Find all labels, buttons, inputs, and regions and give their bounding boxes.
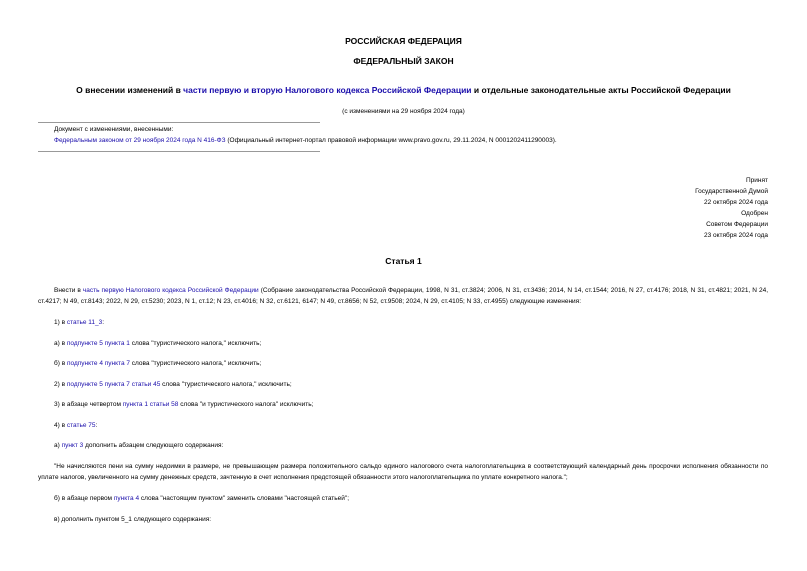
item-suffix: дополнить абзацем следующего содержания: [83, 442, 224, 449]
list-item [54, 399, 313, 410]
list-item [54, 358, 261, 369]
changes-block [54, 124, 774, 146]
intro-prefix: Внести в [54, 287, 83, 294]
federation-council-date: 23 октября 2024 года [703, 232, 768, 239]
item-prefix: б) в абзаце первом [54, 495, 114, 502]
changes-source: (Официальный интернет-портал правовой информации www.pravo.gov.ru, 29.11.2024, N 0001202411290003). [225, 137, 557, 144]
item-prefix: 3) в абзаце четвертом [54, 401, 123, 408]
country-heading: РОССИЙСКАЯ ФЕДЕРАЦИЯ [345, 36, 462, 46]
item-suffix: : [95, 422, 98, 429]
item-link[interactable]: пункт 3 [61, 442, 84, 449]
item-prefix: в) дополнить пунктом 5_1 следующего содержания: [54, 516, 212, 523]
tax-code-link[interactable]: части первую и вторую Налогового кодекса Российской Федерации [183, 85, 472, 95]
list-item [54, 440, 223, 451]
federation-council-label: Советом Федерации [706, 221, 768, 228]
changes-label: Документ с изменениями, внесенными: [54, 126, 174, 133]
law-title [0, 85, 807, 96]
item-prefix: 1) в [54, 319, 67, 326]
list-item [54, 514, 211, 525]
item-link[interactable]: статье 75 [66, 422, 96, 429]
item-prefix: 2) в [54, 381, 67, 388]
item-prefix: б) в [54, 360, 67, 367]
item-suffix: слова "и туристического налога" исключить; [178, 401, 314, 408]
list-item [54, 493, 349, 504]
tax-code-part-one-link[interactable]: часть первую Налогового кодекса Российской Федерации [82, 287, 259, 294]
item-link[interactable]: подпункте 5 пункта 1 [66, 340, 130, 347]
article-heading: Статья 1 [385, 256, 422, 266]
changes-line [54, 135, 774, 146]
item-link[interactable]: статье 11_3 [66, 319, 103, 326]
list-item [54, 379, 292, 390]
amending-law-link[interactable]: Федеральным законом от 29 ноября 2024 года N 416-ФЗ [54, 137, 226, 144]
item-suffix: слова "туристического налога," исключить; [129, 360, 262, 367]
item-prefix: а) в [54, 340, 67, 347]
item-link[interactable]: подпункте 4 пункта 7 [66, 360, 130, 367]
item-suffix: : [102, 319, 105, 326]
duma-label: Государственной Думой [695, 188, 768, 195]
item-link[interactable]: пункта 4 [113, 495, 140, 502]
approved-label: Одобрен [741, 210, 768, 217]
quoted-paragraph: "Не начисляются пени на сумму недоимки в размере, не превышающем размера положительного сальдо единого налогового счета налогоплательщика в соответствующий календарный день просрочки исполнения обязанности по уплате налогов, увеличенного на сумму денежных средств, зачтенную в счет исполнения предстоящей обязанности этого налогоплательщика по уплате конкретного налога."; [38, 463, 768, 481]
duma-date: 22 октября 2024 года [703, 199, 768, 206]
amendments-note: (с изменениями на 29 ноября 2024 года) [342, 108, 465, 115]
item-link[interactable]: подпункте 5 пункта 7 статьи 45 [66, 381, 161, 388]
law-title-suffix: и отдельные законодательные акты Российской Федерации [471, 85, 731, 95]
list-item [54, 317, 104, 328]
list-item [54, 338, 261, 349]
list-item [54, 420, 97, 431]
item-suffix: слова "туристического налога," исключить; [160, 381, 292, 388]
law-title-prefix: О внесении изменений в [76, 85, 184, 95]
item-suffix: слова "настоящим пунктом" заменить словами "настоящей статьей"; [139, 495, 350, 502]
intro-suffix: (Собрание законодательства Российской Федерации, 1998, N 31, ст.3824; 2006, N 31, ст.3436; 2014, N 14, ст.1544; 2016, N 27, ст.4176; 2018, N 31, ст.4821; 2021, N 24, ст.4217; N 49, ст.8143; 2022, N 29, ст.5230; 2023, N 1, ст.12; N 23, ст.4016; N 32, ст.6121, 6147; N 49, ст.8656; N 52, ст.9508; 2024, N 29, ст.4105; N 33, ст.4955) следующие изменения: [38, 287, 768, 305]
adopted-label: Принят [745, 177, 768, 184]
divider-bottom [38, 151, 320, 152]
item-link[interactable]: пункта 1 статьи 58 [122, 401, 179, 408]
article-intro [38, 285, 768, 307]
item-prefix: а) [54, 442, 62, 449]
item-prefix: 4) в [54, 422, 67, 429]
law-type-heading: ФЕДЕРАЛЬНЫЙ ЗАКОН [353, 56, 454, 66]
adoption-block [695, 175, 768, 241]
divider-top [38, 122, 320, 123]
item-suffix: слова "туристического налога," исключить; [129, 340, 262, 347]
